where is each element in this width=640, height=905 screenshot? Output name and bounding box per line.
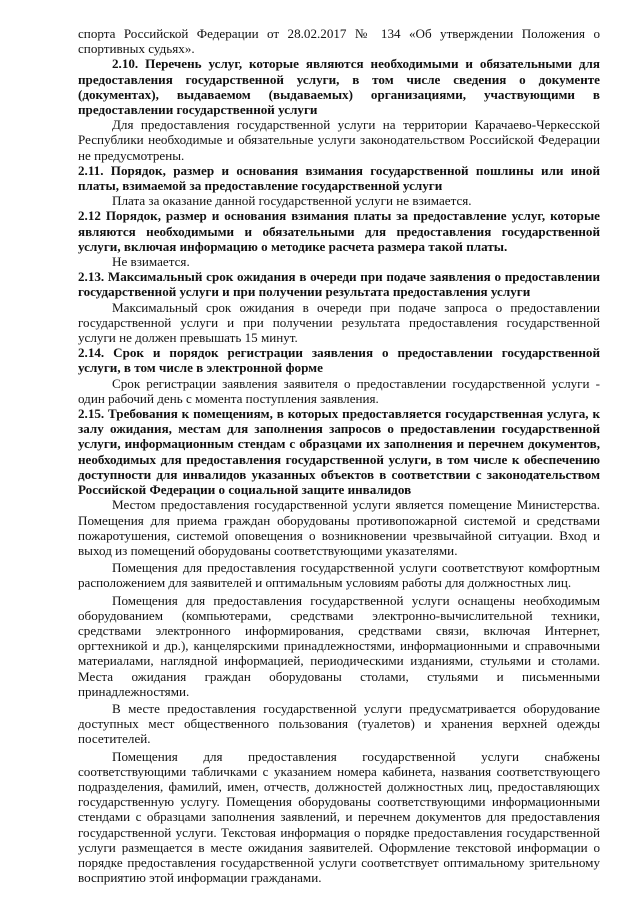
section-heading-2-15: 2.15. Требования к помещениям, в которых предоставляется государственная услуга, к залу ожидания, местам для заполнения запросов о предоставлении государственной услуги, информационным стендам с образцами их заполнения и перечнем документов, необходимых для предоставления государственной услуги, в том числе к обеспечению доступности для инвалидов указанных объектов в соответствии с законодательством Российской Федерации о социальной защите инвалидов <box>78 406 600 498</box>
body-paragraph: спорта Российской Федерации от 28.02.2017 № 134 «Об утверждении Положения о спортивных судьях». <box>78 26 600 57</box>
body-paragraph: В месте предоставления государственной услуги предусматривается оборудование доступных мест общественного пользования (туалетов) и хранения верхней одежды посетителей. <box>78 700 600 747</box>
document-body <box>78 26 600 885</box>
body-paragraph: Не взимается. <box>112 254 190 270</box>
section-heading-2-13: 2.13. Максимальный срок ожидания в очереди при подаче заявления о предоставлении государственной услуги и при получении результата предоставления услуги <box>78 269 600 300</box>
section-heading-2-10: 2.10. Перечень услуг, которые являются необходимыми и обязательными для предоставления государственной услуги, в том числе сведения о документе (документах), выдаваемом (выдаваемых) организациями, участвующими в предоставлении государственной услуги <box>78 56 600 118</box>
section-heading-2-11: 2.11. Порядок, размер и основания взимания государственной пошлины или иной платы, взимаемой за предоставление государственной услуги <box>78 162 600 194</box>
body-paragraph: Местом предоставления государственной услуги является помещение Министерства. Помещения для приема граждан оборудованы противопожарной системой и средствами пожаротушения, системой оповещения о возникновении чрезвычайной ситуации. Вход и выход из помещений оборудованы соответствующими указателями. <box>78 497 600 558</box>
body-paragraph: Для предоставления государственной услуги на территории Карачаево-Черкесской Республики необходимые и обязательные услуги законодательством Российской Федерации не предусмотрены. <box>78 117 600 163</box>
body-paragraph: Плата за оказание данной государственной услуги не взимается. <box>112 193 472 209</box>
body-paragraph: Максимальный срок ожидания в очереди при подаче запроса о предоставлении государственной услуги и при получении результата предоставления государственной услуги не должен превышать 15 минут. <box>78 299 600 346</box>
section-heading-2-12: 2.12 Порядок, размер и основания взимания платы за предоставление услуг, которые являются необходимыми и обязательными для предоставления государственной услуги, включая информацию о методике расчета размера такой платы. <box>78 208 600 254</box>
body-paragraph: Срок регистрации заявления заявителя о предоставлении государственной услуги - один рабочий день с момента поступления заявления. <box>78 375 600 406</box>
body-paragraph: Помещения для предоставления государственной услуги снабжены соответствующими табличками с указанием номера кабинета, названия соответствующего подразделения, фамилий, имен, отчеств, должностей должностных лиц, предоставляющих государственную услугу. Помещения оборудованы соответствующими информационными стендами с образцами заполнения заявлений, и перечнем документов для предоставления государственной услуги. Текстовая информация о порядке предоставления государственной услуги размещается в месте ожидания заявителей. Оформление текстовой информации о порядке предоставления государственной услуги соответствует оптимальному зрительному восприятию этой информации гражданами. <box>78 748 600 886</box>
section-heading-2-14: 2.14. Срок и порядок регистрации заявления о предоставлении государственной услуги, в том числе в электронной форме <box>78 345 600 376</box>
body-paragraph: Помещения для предоставления государственной услуги соответствуют комфортным расположением для заявителей и оптимальным условиям работы для должностных лиц. <box>78 560 600 591</box>
body-paragraph: Помещения для предоставления государственной услуги оснащены необходимым оборудованием (компьютерами, средствами электронно-вычислительной техники, средствами электронного информирования, средствами связи, включая Интернет, оргтехникой и др.), канцелярскими принадлежностями, информационными и справочными материалами, наглядной информацией, периодическими изданиями, стульями и столами. Места ожидания граждан оборудованы столами, стульями и письменными принадлежностями. <box>78 592 600 699</box>
